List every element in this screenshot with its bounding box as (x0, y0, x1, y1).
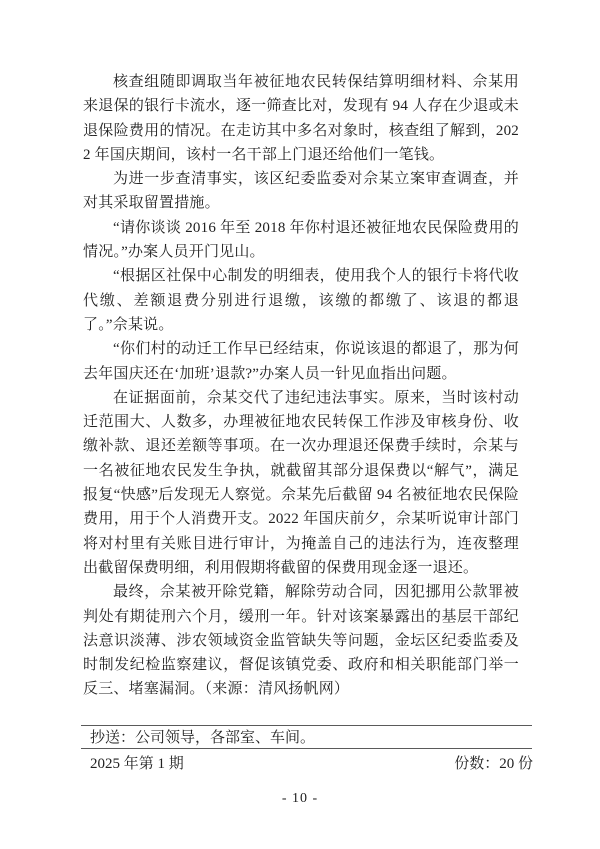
copies-label: 份数：20 份 (454, 756, 533, 772)
paragraph-3: “请你谈谈 2016 年至 2018 年你村退还被征地农民保险费用的情况。”办案人员开门见山。 (83, 219, 519, 261)
footer-divider-top (81, 725, 532, 726)
issue-label: 2025 年第 1 期 (90, 756, 184, 772)
cc-line: 抄送：公司领导，各部室、车间。 (90, 730, 316, 746)
paragraph-4: “根据区社保中心制发的明细表，使用我个人的银行卡将代收代缴、差额退费分别进行退缴，该缴的都缴了、该退的都退了。”佘某说。 (83, 268, 519, 333)
footer-divider-bottom (81, 748, 532, 749)
paragraph-6: 在证据面前，佘某交代了违纪违法事实。原来，当时该村动迁范围大、人数多，办理被征地农民转保工作涉及审核身份、收缴补款、退还差额等事项。在一次办理退还保费手续时，佘某与一名被征地农民发生争执，就截留其部分退保费以“解气”，满足报复“快感”后发现无人察觉。佘某先后截留 94 名被征地农民保险费用，用于个人消费开支。2022 年国庆前夕，佘某听说审计部门将对村里有关账目进行审计，为掩盖自己的违法行为，连夜整理出截留保费明细，利用假期将截留的保费用现金逐一退还。 (83, 389, 519, 576)
document-body (83, 70, 519, 702)
paragraph-7: 最终，佘某被开除党籍，解除劳动合同，因犯挪用公款罪被判处有期徒刑六个月，缓刑一年。针对该案暴露出的基层干部纪法意识淡薄、涉农领域资金监管缺失等问题，金坛区纪委监委及时制发纪检监察建议，督促该镇党委、政府和相关职能部门举一反三、堵塞漏洞。（来源：清风扬帆网） (83, 584, 519, 698)
paragraph-2: 为进一步查清事实，该区纪委监委对佘某立案审查调查，并对其采取留置措施。 (83, 171, 519, 212)
page-number: - 10 - (281, 791, 319, 806)
paragraph-1: 核查组随即调取当年被征地农民转保结算明细材料、佘某用来退保的银行卡流水，逐一筛查比对，发现有 94 人存在少退或未退保险费用的情况。在走访其中多名对象时，核查组了解到，2022 年国庆期间，该村一名干部上门退还给他们一笔钱。 (83, 74, 519, 163)
footer-issue-row (90, 755, 533, 774)
paragraph-5: “你们村的动迁工作早已经结束，你说该退的都退了，那为何去年国庆还在‘加班’退款?”办案人员一针见血指出问题。 (83, 341, 519, 382)
